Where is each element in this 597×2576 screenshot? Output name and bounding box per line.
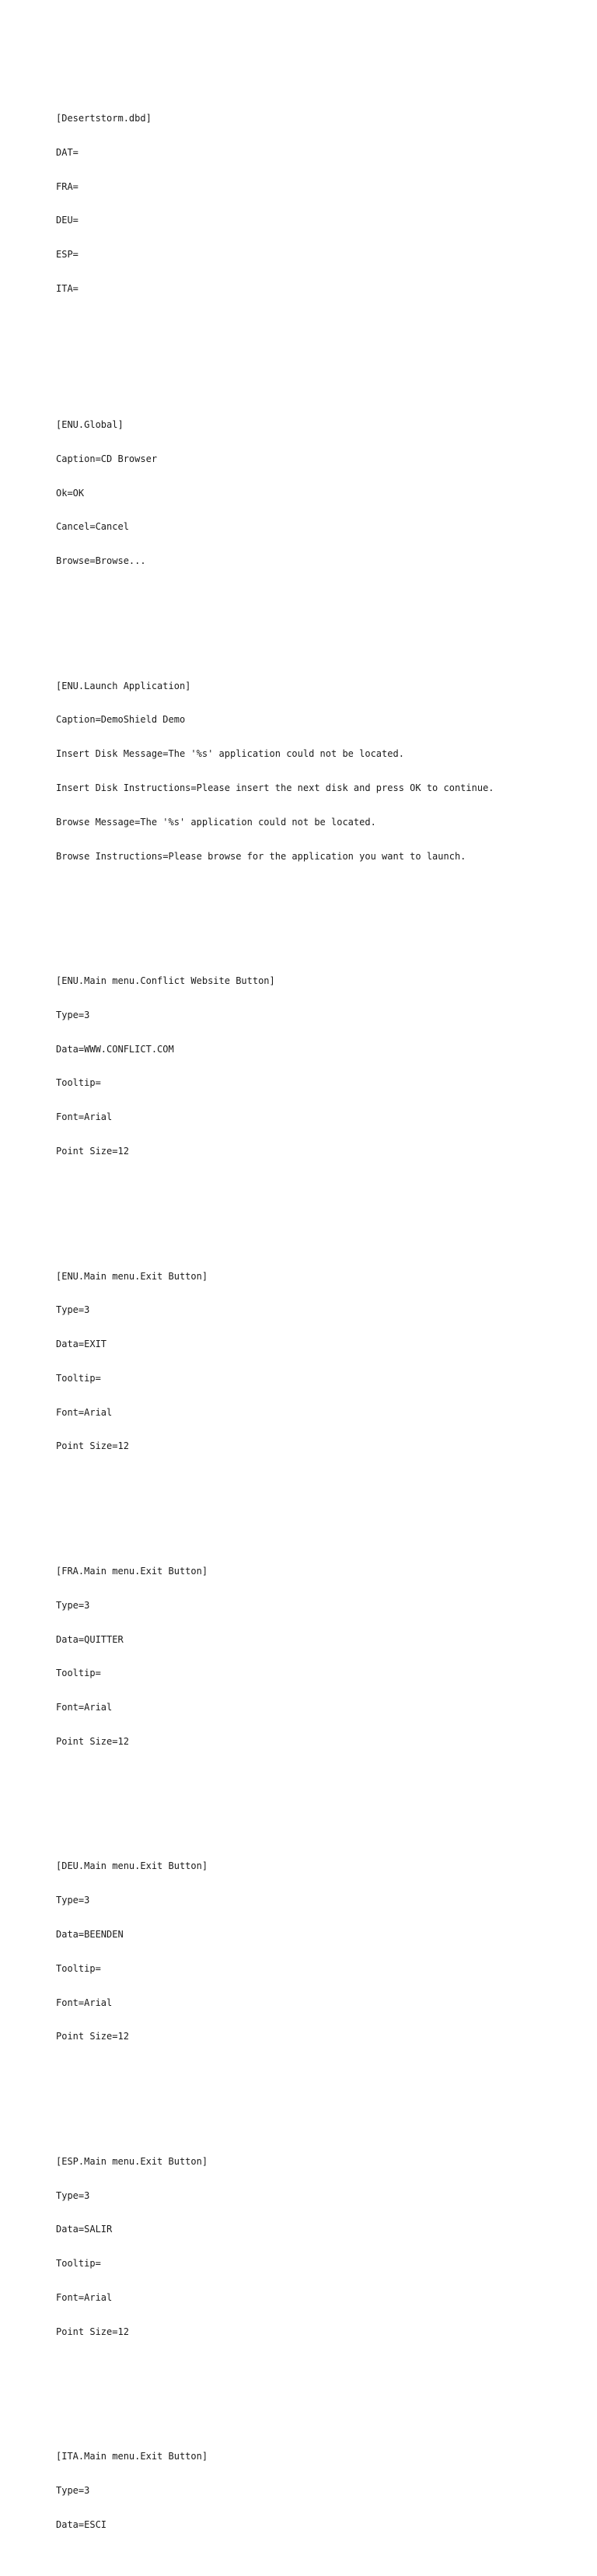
section-enu-launch-application — [56, 657, 585, 884]
key-value-line: ESP= — [56, 249, 79, 261]
key-value-line: Insert Disk Instructions=Please insert the next disk and press OK to continue. — [56, 782, 494, 793]
blank-lines — [56, 340, 585, 362]
section-ita-exit-button — [56, 2428, 585, 2553]
key-value-line: Type=3 — [56, 1009, 90, 1020]
section-esp-exit-button — [56, 2133, 585, 2361]
key-value-line: Type=3 — [56, 1304, 90, 1316]
key-value-line: Data=BEENDEN — [56, 1928, 124, 1940]
key-value-line: Tooltip= — [56, 1668, 101, 1679]
section-enu-exit-button — [56, 1248, 585, 1475]
key-value-line: Data=SALIR — [56, 2224, 113, 2235]
key-value-line: Font=Arial — [56, 1406, 113, 1418]
key-value-line: Point Size=12 — [56, 1146, 129, 1157]
section-header: [ENU.Global] — [56, 419, 124, 430]
section-header: [DEU.Main menu.Exit Button] — [56, 1860, 208, 1872]
section-deu-exit-button — [56, 1838, 585, 2065]
key-value-line: Browse=Browse... — [56, 555, 146, 567]
key-value-line: Font=Arial — [56, 1997, 113, 2008]
key-value-line: Data=QUITTER — [56, 1633, 124, 1645]
key-value-line: DAT= — [56, 146, 79, 158]
blank-line — [56, 1202, 585, 1214]
key-value-line: Caption=CD Browser — [56, 453, 158, 464]
key-value-line: Data=ESCI — [56, 2518, 107, 2530]
section-header: [FRA.Main menu.Exit Button] — [56, 1565, 208, 1577]
key-value-line: DEU= — [56, 215, 79, 226]
key-value-line: Browse Message=The '%s' application could not be located. — [56, 816, 376, 828]
key-value-line: Tooltip= — [56, 2258, 101, 2270]
key-value-line: Type=3 — [56, 1599, 90, 1611]
key-value-line: Data=EXIT — [56, 1339, 107, 1350]
key-value-line: Type=3 — [56, 1895, 90, 1906]
key-value-line: FRA= — [56, 180, 79, 192]
key-value-line: Caption=DemoShield Demo — [56, 714, 186, 726]
section-enu-global — [56, 397, 585, 590]
key-value-line: Ok=OK — [56, 487, 85, 499]
ini-document — [56, 56, 585, 2576]
key-value-line: Point Size=12 — [56, 2031, 129, 2042]
section-enu-conflict-website-button — [56, 953, 585, 1180]
key-value-line: Insert Disk Message=The '%s' application could not be located. — [56, 748, 404, 760]
section-header: [ESP.Main menu.Exit Button] — [56, 2155, 208, 2167]
key-value-line: Type=3 — [56, 2485, 90, 2497]
section-header: [ENU.Launch Application] — [56, 680, 191, 691]
key-value-line: Data=WWW.CONFLICT.COM — [56, 1043, 174, 1055]
section-desertstorm-dbd — [56, 90, 585, 317]
key-value-line: Point Size=12 — [56, 2326, 129, 2337]
key-value-line: Browse Instructions=Please browse for the application you want to launch. — [56, 850, 466, 862]
blank-line — [56, 1497, 585, 1509]
section-header: [Desertstorm.dbd] — [56, 112, 152, 124]
key-value-line: Font=Arial — [56, 2291, 113, 2303]
blank-line — [56, 2383, 585, 2395]
blank-line — [56, 612, 585, 624]
key-value-line: Point Size=12 — [56, 1440, 129, 1452]
section-header: [ITA.Main menu.Exit Button] — [56, 2451, 208, 2462]
blank-line — [56, 1793, 585, 1804]
key-value-line: Cancel=Cancel — [56, 521, 129, 533]
section-fra-exit-button — [56, 1543, 585, 1770]
key-value-line: Font=Arial — [56, 1702, 113, 1713]
key-value-line: Point Size=12 — [56, 1735, 129, 1747]
key-value-line: Type=3 — [56, 2189, 90, 2201]
section-header: [ENU.Main menu.Exit Button] — [56, 1270, 208, 1282]
blank-line — [56, 2088, 585, 2099]
key-value-line: Tooltip= — [56, 1372, 101, 1384]
key-value-line: Font=Arial — [56, 1111, 113, 1123]
blank-line — [56, 908, 585, 919]
section-header: [ENU.Main menu.Conflict Website Button] — [56, 975, 275, 987]
key-value-line: ITA= — [56, 282, 79, 294]
key-value-line: Tooltip= — [56, 1077, 101, 1089]
key-value-line: Tooltip= — [56, 1962, 101, 1974]
